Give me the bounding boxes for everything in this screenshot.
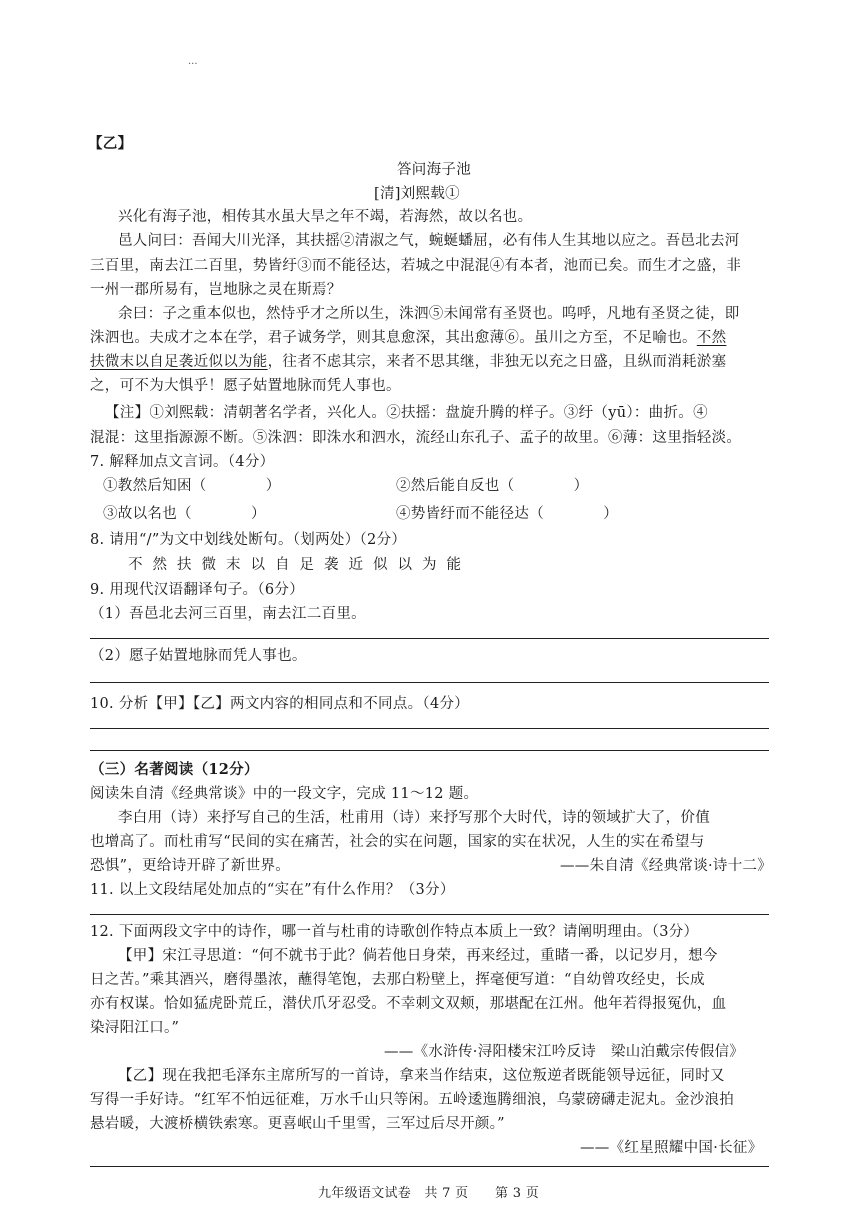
- answer-line: [90, 914, 769, 915]
- underlined-text: 不然: [696, 330, 727, 346]
- excerpt-source: ——朱自清《经典常谈·诗十二》: [560, 858, 773, 874]
- excerpt-text: 日之苦。”乘其酒兴，磨得墨浓，蘸得笔饱，去那白粉壁上，挥毫便写道：“自幼曾攻经史，长成: [90, 972, 705, 988]
- excerpt-source: ——《红星照耀中国·长征》: [580, 1140, 763, 1156]
- poem-paragraph: 三百里，南去江二百里，势皆纡③而不能径达，若城之中混混④有本者，池而已矣。而生才之盛，非: [90, 258, 742, 274]
- question-9-item: （2）愿子姑置地脉而凭人事也。: [90, 648, 307, 664]
- answer-line: [90, 728, 769, 729]
- question-12-stem: 12. 下面两段文字中的诗作，哪一首与杜甫的诗歌创作特点本质上一致？请阐明理由。（3分）: [90, 924, 699, 940]
- poem-paragraph: [90, 328, 726, 348]
- question-11-stem: 11. 以上文段结尾处加点的“实在”有什么作用？（3分）: [90, 882, 455, 898]
- excerpt-text: 亦有权谋。恰如猛虎卧荒丘，潜伏爪牙忍受。不幸刺文双颊，那堪配在江州。他年若得报冤仇，血: [90, 996, 727, 1012]
- section-label: 【乙】: [88, 135, 133, 152]
- question-7-item: ①教然后知困（ ）: [103, 478, 281, 494]
- question-7-item: ④势皆纡而不能径达（ ）: [396, 506, 618, 522]
- excerpt-text: 李白用（诗）来抒写自己的生活，杜甫用（诗）来抒写那个大时代，诗的领域扩大了，价值: [118, 810, 710, 826]
- poem-title: 答问海子池: [397, 162, 471, 178]
- excerpt-text: 写得一手好诗。“红军不怕远征难，万水千山只等闲。五岭逶迤腾细浪，乌蒙磅礴走泥丸。金沙浪拍: [90, 1092, 735, 1108]
- excerpt-text: 【甲】宋江寻思道：“何不就书于此？倘若他日身荣，再来经过，重睹一番，以记岁月，想今: [118, 948, 718, 964]
- poem-paragraph: 余曰：子之重本似也，然恃乎才之所以生，洙泗⑤未闻常有圣贤也。呜呼，凡地有圣贤之徒，即: [118, 306, 740, 322]
- poem-paragraph: 一州一郡所易有，岂地脉之灵在斯焉？: [90, 282, 342, 298]
- question-9-item: （1）吾邑北去河三百里，南去江二百里。: [90, 606, 366, 622]
- excerpt-source: ——《水浒传·浔阳楼宋江吟反诗 梁山泊戴宗传假信》: [384, 1044, 745, 1060]
- question-8-sentence: 不然扶微末以自足袭近似以为能: [128, 557, 471, 573]
- underlined-text: 扶微末以自足袭近似以为能: [90, 354, 268, 370]
- excerpt-text: 悬岩暖，大渡桥横铁索寒。更喜岷山千里雪，三军过后尽开颜。”: [90, 1116, 505, 1132]
- excerpt-text: 染浔阳江口。”: [90, 1020, 180, 1036]
- section-heading: （三）名著阅读（12分）: [90, 761, 259, 778]
- question-7-item: ②然后能自反也（ ）: [396, 478, 589, 494]
- question-7-stem: 7. 解释加点文言词。（4分）: [90, 454, 275, 470]
- excerpt-text: 也增高了。而杜甫写“民间的实在痛苦，社会的实在问题，国家的实在状况，人生的实在希望与: [90, 834, 705, 850]
- poem-text: 洙泗也。夫成才之本在学，君子诚务学，则其息愈深，其出愈薄⑥。虽川之方至，不足喻也。: [90, 330, 697, 346]
- question-10-stem: 10. 分析【甲】【乙】两文内容的相同点和不同点。（4分）: [90, 696, 470, 712]
- poem-paragraph: [90, 352, 726, 372]
- poem-paragraph: 兴化有海子池，相传其水虽大旱之年不竭，若海然，故以名也。: [118, 209, 533, 225]
- top-dots: ...: [188, 56, 198, 67]
- poem-text: ，往者不虑其宗，来者不思其继，非独无以充之日盛，且纵而消耗淤塞: [267, 354, 727, 370]
- notes: 【注】①刘熙载：清朝著名学者，兴化人。②扶摇：盘旋升腾的样子。③纡（yū）：曲折。④: [105, 405, 708, 421]
- question-8-stem: 8. 请用“/”为文中划线处断句。（划两处）（2分）: [90, 532, 407, 548]
- excerpt-text: 恐惧”，更给诗开辟了新世界。: [90, 858, 291, 874]
- question-9-stem: 9. 用现代汉语翻译句子。（6分）: [90, 582, 305, 598]
- section-intro: 阅读朱自清《经典常谈》中的一段文字，完成 11～12 题。: [90, 786, 479, 802]
- answer-line: [90, 638, 769, 639]
- page-footer: 九年级语文试卷 共 7 页 第 3 页: [318, 1186, 540, 1201]
- poem-author: [清]刘熙载①: [374, 186, 460, 202]
- excerpt-text: 【乙】现在我把毛泽东主席所写的一首诗，拿来当作结束，这位叛逆者既能领导远征，同时又: [118, 1068, 725, 1084]
- answer-line: [90, 682, 769, 683]
- notes: 混混：这里指源源不断。⑤洙泗：即洙水和泗水，流经山东孔子、孟子的故里。⑥薄：这里指轻淡。: [90, 430, 742, 446]
- poem-paragraph: 之，可不为大惧乎！愿子姑置地脉而凭人事也。: [90, 378, 401, 394]
- poem-paragraph: 邑人问曰：吾闻大川光泽，其扶摇②清淑之气，蜿蜒蟠屈，必有伟人生其地以应之。吾邑北去河: [118, 233, 740, 249]
- answer-line: [90, 750, 769, 751]
- answer-line: [90, 1166, 769, 1167]
- question-7-item: ③故以名也（ ）: [103, 506, 266, 522]
